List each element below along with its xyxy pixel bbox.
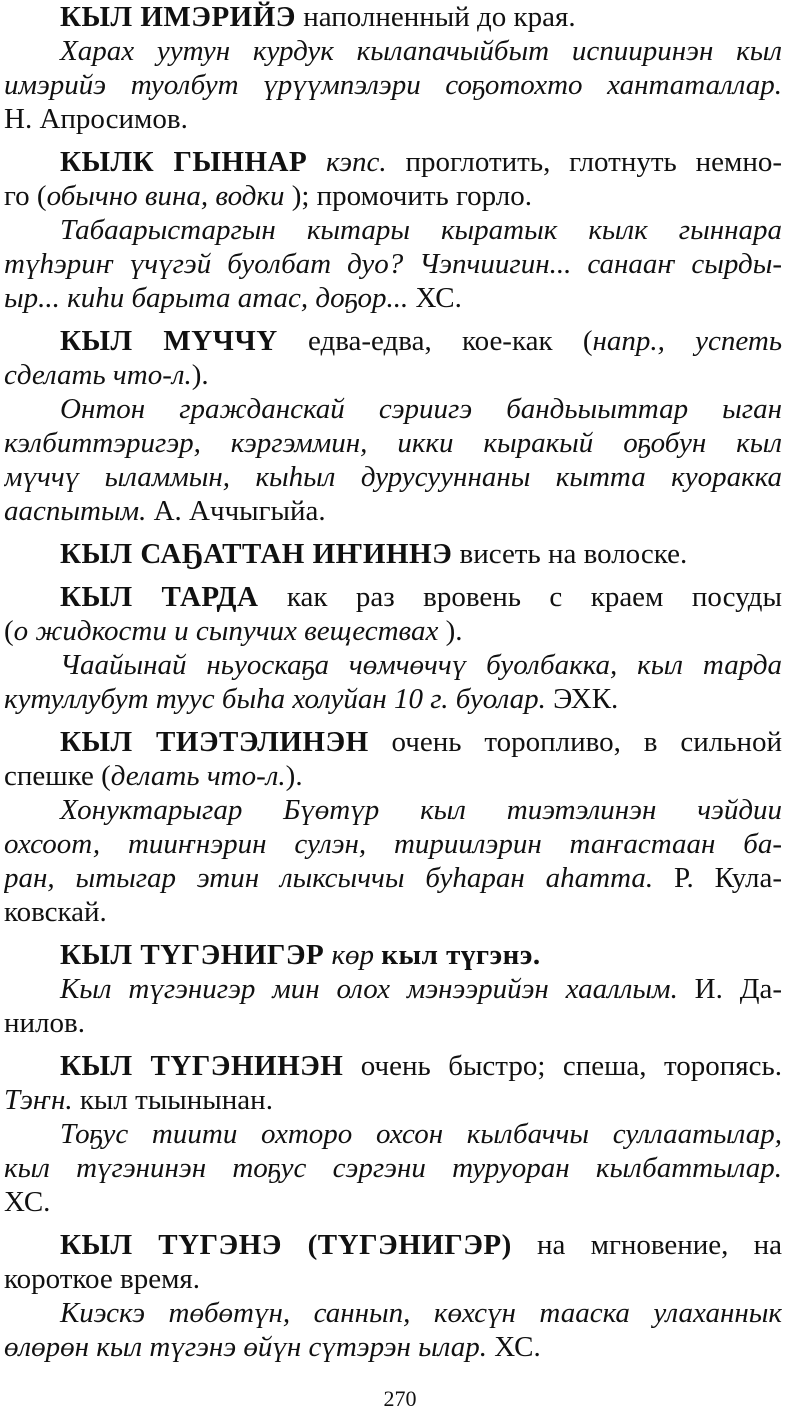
italic-text: кэлбиттэригэр, кэргэммин, икки кыракый оҕобун кыл: [4, 427, 782, 459]
entry-line: [4, 895, 782, 929]
italic-text: ыр... киһи барыта атас, доҕор...: [4, 282, 409, 314]
plain-text: очень торопливо, в сильной: [368, 726, 782, 758]
entry-line: [4, 179, 782, 213]
entry-line: [4, 281, 782, 315]
entry-line: [4, 580, 782, 614]
entry-line: [4, 460, 782, 494]
entry-line: [4, 1330, 782, 1364]
entry-gap: [4, 1040, 782, 1049]
dictionary-entry: [4, 537, 782, 571]
entry-gap: [4, 929, 782, 938]
entry-gap: [4, 528, 782, 537]
entry-line: [4, 247, 782, 281]
page-number: 270: [383, 1386, 417, 1411]
italic-text: обычно вина, водки: [46, 180, 285, 212]
entry-gap: [4, 1219, 782, 1228]
entry-line: [4, 1117, 782, 1151]
entry-line: [4, 1083, 782, 1117]
entry-gap: [4, 136, 782, 145]
headword: КЫЛ ТҮГЭНИГЭР: [60, 939, 325, 971]
italic-text: Тэҥн.: [4, 1084, 73, 1116]
plain-text: спешке (: [4, 760, 111, 792]
italic-text: Кыл түгэнигэр мин олох мэнээрийэн хааллым.: [60, 973, 678, 1005]
plain-text: ХС.: [4, 1186, 51, 1218]
italic-text: мүччү ыламмын, кыһыл дурусууннаны кытта куоракка: [4, 461, 782, 493]
entry-line: [4, 648, 782, 682]
italic-text: имэрийэ туолбут үрүүмпэлэри соҕотохто хантаталлар.: [4, 69, 782, 101]
plain-text: Р. Кула-: [653, 862, 782, 894]
plain-text: ХС.: [408, 282, 462, 314]
italic-text: кэпс.: [326, 146, 387, 178]
plain-text: ЭХК.: [545, 683, 619, 715]
plain-text: [307, 146, 326, 178]
entry-line: [4, 759, 782, 793]
italic-text: түһэриҥ үчүгэй буолбат дуо? Чэпчиигин... санааҥ сырды-: [4, 248, 782, 280]
headword: кыл түгэнэ.: [381, 939, 541, 971]
entry-line: [4, 1262, 782, 1296]
italic-text: Киэскэ төбөтүн, санныn, көхсүн тааска улаханнык: [60, 1297, 782, 1329]
dictionary-entry: [4, 938, 782, 1040]
plain-text: Н. Апросимов.: [4, 103, 188, 135]
italic-text: напр., успеть: [592, 325, 782, 357]
italic-text: о жидкости и сыпучих веществах: [13, 615, 439, 647]
entry-line: [4, 1228, 782, 1262]
entries-list: [4, 0, 782, 1364]
entry-line: [4, 1151, 782, 1185]
italic-text: кыл түгэнинэн тоҕус сэргэни туруоран кылбаттылар.: [4, 1152, 782, 1184]
entry-line: [4, 938, 782, 972]
headword: КЫЛ ТҮГЭНИНЭН: [60, 1050, 344, 1082]
dictionary-entry: [4, 1049, 782, 1219]
plain-text: ); промочить горло.: [284, 180, 533, 212]
entry-line: [4, 68, 782, 102]
plain-text: А. Аччыгыйа.: [146, 495, 326, 527]
plain-text: ).: [285, 760, 303, 792]
entry-line: [4, 1006, 782, 1040]
entry-line: [4, 972, 782, 1006]
plain-text: ХС.: [487, 1331, 541, 1363]
plain-text: едва-едва, кое-как (: [277, 325, 593, 357]
entry-gap: [4, 315, 782, 324]
entry-line: [4, 392, 782, 426]
plain-text: как раз вровень с краем посуды: [258, 581, 782, 613]
entry-line: [4, 537, 782, 571]
plain-text: висеть на волоске.: [452, 538, 688, 570]
dictionary-entry: [4, 1228, 782, 1364]
entry-line: [4, 1185, 782, 1219]
entry-gap: [4, 716, 782, 725]
italic-text: ааспытым.: [4, 495, 147, 527]
italic-text: Тоҕус тиити охторо охсон кылбаччы суллаатылар,: [60, 1118, 782, 1150]
plain-text: го (: [4, 180, 47, 212]
plain-text: наполненный до края.: [295, 1, 576, 33]
italic-text: сделать что-л.: [4, 359, 192, 391]
entry-line: [4, 0, 782, 34]
plain-text: проглотить, глотнуть немно-: [386, 146, 782, 178]
dictionary-entry: [4, 0, 782, 136]
plain-text: нилов.: [4, 1007, 85, 1039]
entry-line: [4, 34, 782, 68]
entry-line: [4, 614, 782, 648]
italic-text: өлөрөн кыл түгэнэ өйүн сүтэрэн ылар.: [4, 1331, 488, 1363]
entry-line: [4, 793, 782, 827]
dictionary-entry: [4, 725, 782, 929]
italic-text: делать что-л.: [110, 760, 286, 792]
italic-text: Табаарыстаргын кытары кыратык кылк гыннара: [60, 214, 782, 246]
plain-text: ковскай.: [4, 896, 107, 928]
dictionary-entry: [4, 580, 782, 716]
headword: КЫЛ САҔАТТАН ИҤИННЭ: [60, 538, 453, 570]
headword: КЫЛК ГЫННАР: [60, 146, 308, 178]
entry-gap: [4, 571, 782, 580]
headword: КЫЛ ТҮГЭНЭ (ТҮГЭНИГЭР): [60, 1229, 512, 1261]
headword: КЫЛ ТИЭТЭЛИНЭН: [60, 726, 369, 758]
entry-line: [4, 358, 782, 392]
italic-text: көр: [331, 939, 375, 971]
plain-text: ).: [438, 615, 463, 647]
plain-text: И. Да-: [677, 973, 782, 1005]
plain-text: кыл тыынынан.: [72, 1084, 273, 1116]
entry-line: [4, 145, 782, 179]
entry-line: [4, 426, 782, 460]
plain-text: ).: [191, 359, 209, 391]
plain-text: (: [4, 615, 14, 647]
italic-text: Чаайынай ньуоскаҕа чөмчөччү буолбакка, кыл тарда: [60, 649, 782, 681]
entry-line: [4, 324, 782, 358]
entry-line: [4, 861, 782, 895]
italic-text: ран, ытыгар этин лыксыччы буһаран аһатта.: [4, 862, 654, 894]
plain-text: очень быстро; спеша, торопясь.: [343, 1050, 782, 1082]
entry-line: [4, 494, 782, 528]
entry-line: [4, 1296, 782, 1330]
italic-text: Хонуктарыгар Бүөтүр кыл тиэтэлинэн чэйдии: [60, 794, 782, 826]
entry-line: [4, 213, 782, 247]
italic-text: кутуллубут туус быһа холуйан 10 г. буолар.: [4, 683, 546, 715]
plain-text: короткое время.: [4, 1263, 201, 1295]
italic-text: охсоот, тииҥнэрин сулэн, тириилэрин таҥастаан ба-: [4, 828, 782, 860]
entry-line: [4, 827, 782, 861]
entry-line: [4, 1049, 782, 1083]
dictionary-entry: [4, 145, 782, 315]
entry-line: [4, 682, 782, 716]
italic-text: Онтон гражданскай сэриигэ бандьыыттар ыган: [60, 393, 782, 425]
headword: КЫЛ ИМЭРИЙЭ: [60, 1, 296, 33]
dictionary-entry: [4, 324, 782, 528]
plain-text: на мгновение, на: [511, 1229, 782, 1261]
italic-text: Харах уутун курдук кылапачыйбыт испииринэн кыл: [60, 35, 782, 67]
entry-line: [4, 102, 782, 136]
headword: КЫЛ МҮЧЧҮ: [60, 325, 278, 357]
entry-line: [4, 725, 782, 759]
headword: КЫЛ ТАРДА: [60, 581, 259, 613]
